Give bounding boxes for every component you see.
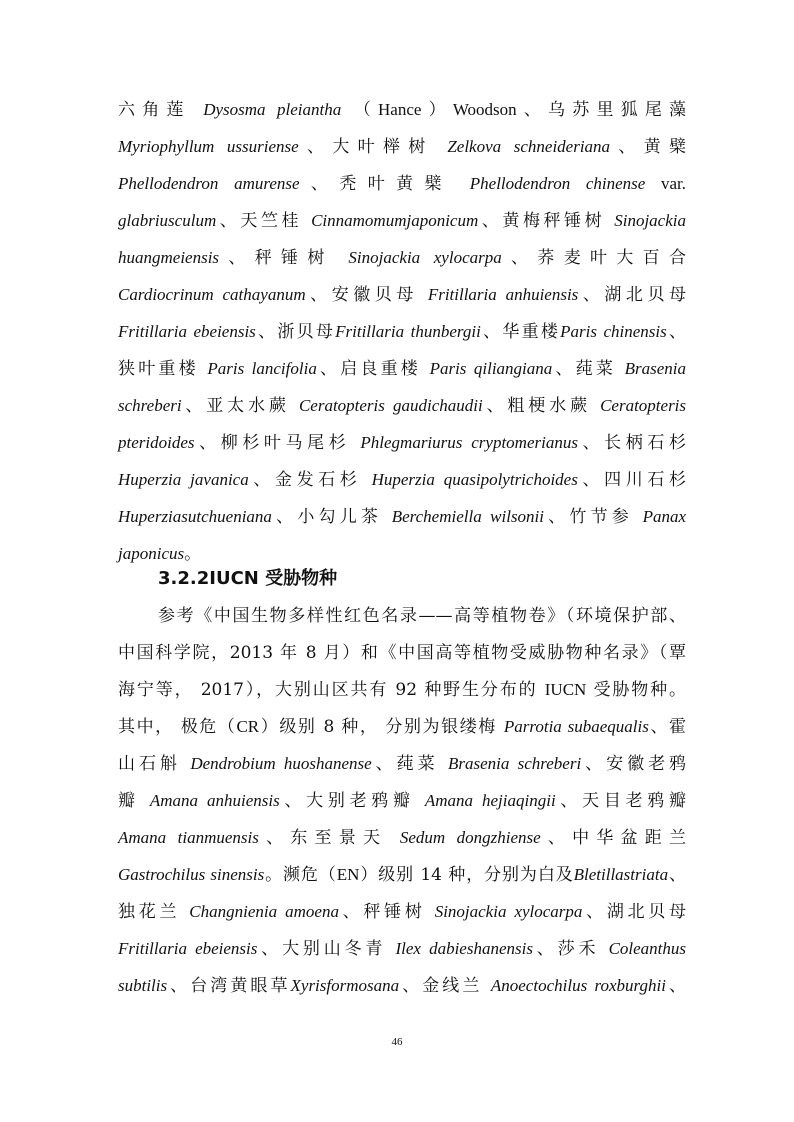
text-line: Amana tianmuensis、东至景天 Sedum dongzhiense、中华盆距兰	[118, 828, 687, 848]
text-line: japonicus。	[118, 544, 202, 564]
text-line: schreberi、亚太水蕨 Ceratopteris gaudichaudii、粗梗水蕨 Ceratopteris	[118, 396, 687, 416]
section-heading: 3.2.2IUCN 受胁物种	[158, 568, 338, 589]
text-line: Gastrochilus sinensis。濒危（EN）级别 14 种，分别为白及Bletillastriata、	[118, 865, 686, 885]
text-line: 山石斛 Dendrobium huoshanense、莼菜 Brasenia schreberi、安徽老鸦	[118, 754, 687, 774]
text-line: Huperzia javanica、金发石杉 Huperzia quasipolytrichoides、四川石杉	[118, 470, 687, 490]
text-line: glabriusculum、天竺桂 Cinnamomumjaponicum、黄梅秤锤树 Sinojackia	[118, 211, 686, 231]
text-line: 海宁等， 2017），大别山区共有 92 种野生分布的 IUCN 受胁物种。	[118, 680, 687, 700]
text-line: 六角莲 Dysosma pleiantha （Hance）Woodson、乌苏里狐尾藻	[118, 100, 687, 120]
text-line: 独花兰 Changnienia amoena、秤锤树 Sinojackia xylocarpa、湖北贝母	[118, 902, 687, 922]
text-line: Fritillaria ebeiensis、大别山冬青 Ilex dabieshanensis、莎禾 Coleanthus	[118, 939, 687, 959]
text-line: pteridoides、柳杉叶马尾杉 Phlegmariurus cryptomerianus、长柄石杉	[118, 433, 687, 453]
text-line: Cardiocrinum cathayanum、安徽贝母 Fritillaria anhuiensis、湖北贝母	[118, 285, 687, 305]
text-line: subtilis、台湾黄眼草Xyrisformosana、金线兰 Anoectochilus roxburghii、	[118, 976, 687, 996]
text-line: Phellodendron amurense、秃叶黄檗 Phellodendron chinense var.	[118, 174, 687, 194]
text-line: 中国科学院，2013 年 8 月）和《中国高等植物受威胁物种名录》（覃	[118, 643, 686, 663]
text-line: 瓣 Amana anhuiensis、大别老鸦瓣 Amana hejiaqingii、天目老鸦瓣	[118, 791, 686, 811]
text-line: Myriophyllum ussuriense、大叶榉树 Zelkova schneideriana、黄檗	[118, 137, 687, 157]
text-line: 其中， 极危（CR）级别 8 种， 分别为银缕梅 Parrotia subaequalis、霍	[118, 717, 687, 737]
text-line: Huperziasutchueniana、小勾儿茶 Berchemiella wilsonii、竹节参 Panax	[118, 507, 687, 527]
text-line: huangmeiensis、秤锤树 Sinojackia xylocarpa、荞麦叶大百合	[118, 248, 687, 268]
text-line: 狭叶重楼 Paris lancifolia、启良重楼 Paris qiliangiana、莼菜 Brasenia	[118, 359, 687, 379]
text-line: Fritillaria ebeiensis、浙贝母Fritillaria thunbergii、华重楼Paris chinensis、	[118, 322, 687, 342]
text-line: 参考《中国生物多样性红色名录——高等植物卷》（环境保护部、	[158, 606, 686, 626]
page-number: 46	[391, 1036, 403, 1048]
